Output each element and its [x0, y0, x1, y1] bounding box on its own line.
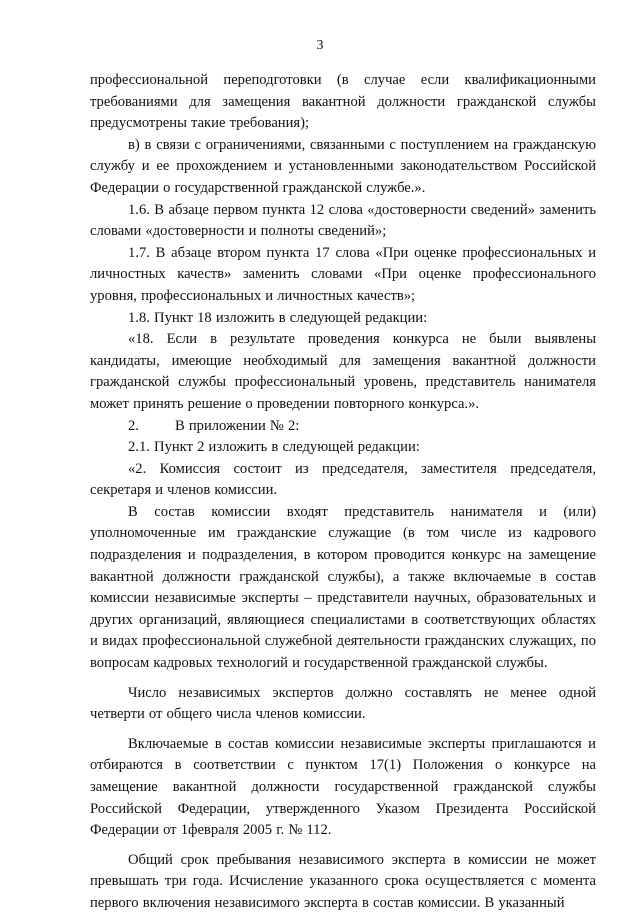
page-number: 3 — [316, 38, 324, 53]
paragraph-2-1: 2.1. Пункт 2 изложить в следующей редакции: — [128, 439, 420, 456]
paragraph-1-7: 1.7. В абзаце втором пункта 17 слова «При оценке профессиональных и личностных качеств» заменить словами «При оценке профессионального уровня, профессиональных и личностных качеств»; — [90, 244, 596, 304]
paragraph-experts-invited: Включаемые в состав комиссии независимые эксперты приглашаются и отбираются в соответствии с пунктом 17(1) Положения о конкурсе на замещение вакантной должности государственной гражданской службы Российской Федерации, утвержденного Указом Президента Российской Федерации от 1февраля 2005 г. № 112. — [90, 735, 596, 839]
paragraph-commission-members: В состав комиссии входят представитель нанимателя и (или) уполномоченные им гражданские служащие (в том числе из кадрового подразделения и подразделения, в котором проводится конкурс на замещение вакантной должности гражданской службы), а также включаемые в состав комиссии независимые эксперты – представители научных, образовательных и других организаций, являющиеся специалистами в соответствующих областях и видах профессиональной служебной деятельности гражданских служащих, по вопросам кадровых технологий и государственной гражданской службы. — [90, 503, 596, 672]
paragraph-continuation: профессиональной переподготовки (в случае если квалификационными требованиями для замещения вакантной должности гражданской службы предусмотрены такие требования); — [90, 72, 596, 132]
paragraph-item-v: в) в связи с ограничениями, связанными с поступлением на гражданскую службу и ее прохождением и установленными законодательством Российской Федерации о государственной гражданской службе.». — [90, 136, 596, 196]
item-text: В приложении № 2: — [174, 417, 300, 434]
document-body — [90, 70, 596, 915]
paragraph-commission-composition: «2. Комиссия состоит из председателя, заместителя председателя, секретаря и членов комиссии. — [90, 460, 596, 499]
paragraph-2 — [90, 416, 596, 438]
paragraph-experts-count: Число независимых экспертов должно составлять не менее одной четверти от общего числа членов комиссии. — [90, 684, 596, 723]
item-number: 2. — [128, 417, 139, 434]
paragraph-1-8: 1.8. Пункт 18 изложить в следующей редакции: — [128, 309, 428, 326]
paragraph-point-18: «18. Если в результате проведения конкурса не были выявлены кандидаты, имеющие необходимый для замещения вакантной должности гражданской службы профессиональный уровень, представитель нанимателя может принять решение о проведении повторного конкурса.». — [90, 331, 596, 412]
paragraph-term: Общий срок пребывания независимого эксперта в комиссии не может превышать три года. Исчисление указанного срока осуществляется с момента первого включения независимого эксперта в состав комиссии. В указанный — [90, 851, 596, 911]
paragraph-1-6: 1.6. В абзаце первом пункта 12 слова «достоверности сведений» заменить словами «достоверности и полноты сведений»; — [90, 201, 596, 240]
